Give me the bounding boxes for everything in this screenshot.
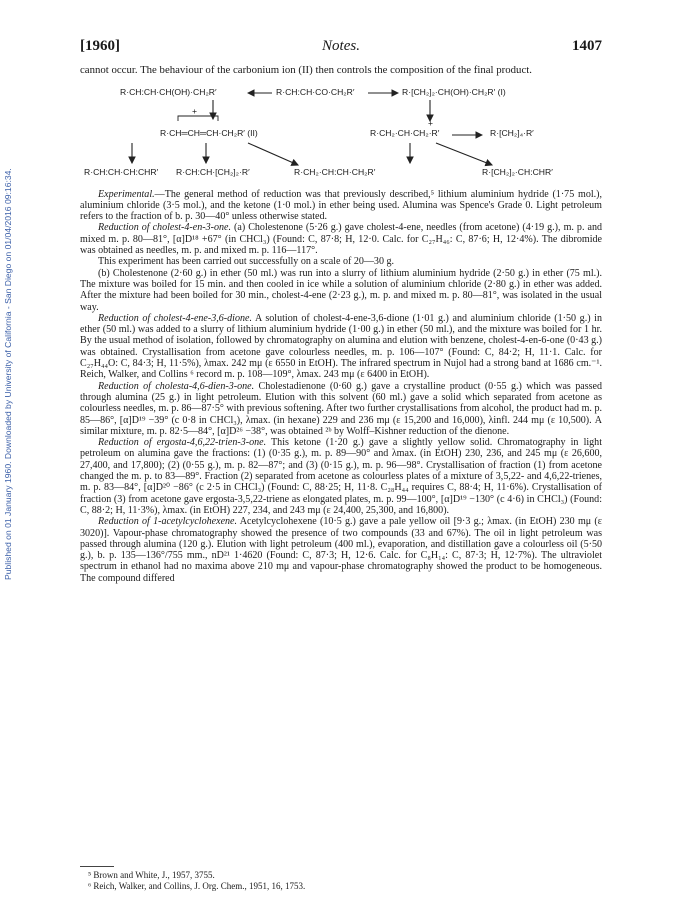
dienone-heading: Reduction of cholesta-4,6-dien-3-one. xyxy=(98,380,255,392)
scheme-allylic-alcohol: R·CH:CH·CH(OH)·CH₂R′ xyxy=(120,86,217,97)
acetylcyclohexene-heading: Reduction of 1-acetylcyclohexene. xyxy=(98,516,238,528)
dienone-text: Cholestadienone (0·60 g.) gave a crystalline product (0·55 g.) which was passed through alumina (25 g.) in light petroleum. Elution with this solvent (60 ml.) gave a solid which separated from acetone as colourless needles, m. p. 86—87·5° with previous softening. After two further crystallisations from alcohol, the product had m. p. 85—86°, [α]D¹⁹ −39° (c 0·8 in CHCl₃), λmax. (in hexane) 229 and 236 mμ (ε 15,200 and 16,000), λinfl. 244 mμ (ε 10,500). A similar mixture, m. p. 82·5—84°, [α]D²⁶ −38°, was obtained ²ᵇ by Wolff–Kishner reduction of the dienone. xyxy=(80,380,603,437)
header-year: [1960] xyxy=(80,38,120,54)
scheme-alkane: R·[CH₂]₄·R′ xyxy=(490,127,534,138)
download-notice-text[interactable]: Published on 01 January 1960. Downloaded by University of California - San Diego on 01/04/2016 09:16:34. xyxy=(3,168,13,580)
footnote-5: ⁵ Brown and White, J., 1957, 3755. xyxy=(88,870,215,880)
arrow-to-olefin-4 xyxy=(436,143,492,165)
experimental-section xyxy=(80,189,602,584)
delocalisation-bracket xyxy=(178,116,218,121)
cholestenone-paragraph xyxy=(80,222,602,256)
cholestenone-b-paragraph: (b) Cholestenone (2·60 g.) in ether (50 ml.) was run into a slurry of lithium aluminium hydride (2·50 g.) in ether (75 ml.). The mixture was boiled for 15 min. and then cooled in ice while a solution of aluminium chloride (2·80 g.) in ether was added. After the mixture had been boiled for 30 min., cholest-4-ene (2·23 g.), m. p. and mixed m. p. 80—81°, was isolated in the usual way. xyxy=(80,267,602,313)
reaction-scheme xyxy=(80,83,602,179)
experimental-heading: Experimental. xyxy=(98,188,155,200)
scheme-diene: R·CH:CH·CH:CHR′ xyxy=(84,166,159,177)
cholestenone-heading: Reduction of cholest-4-en-3-one. xyxy=(98,222,231,234)
experimental-paragraph xyxy=(80,189,602,223)
scheme-cation-II: R·CH═CH═CH·CH₂R′ (II) xyxy=(160,127,258,138)
ergosta-heading: Reduction of ergosta-4,6,22-trien-3-one. xyxy=(98,437,267,449)
ergosta-paragraph xyxy=(80,437,602,516)
journal-page xyxy=(80,38,602,584)
scheme-ketone: R·CH:CH·CO·CH₂R′ xyxy=(276,86,355,97)
footnote-rule xyxy=(80,866,114,867)
scheme-charge-secondary: + xyxy=(428,117,434,128)
dione-text: A solution of cholest-4-ene-3,6-dione (1·01 g.) and aluminium chloride (1·50 g.) in ether (50 ml.) was added to a slurry of lithium aluminium hydride (1·00 g.) in ether (50 ml.), and the mixture was boiled for 1 hr. By the usual method of isolation, followed by chromatography on alumina and elution with benzene, cholest-4-en-6-one (0·43 g.) was obtained. Crystallisation from acetone gave colourless needles, m. p. 106—107° (Found: C, 84·2; H, 11·1. Calc. for C₂₇H₄₄O: C, 84·3; H, 11·5%), λmax. 242 mμ (ε 6550 in EtOH). The infrared spectrum in Nujol had a strong band at 1686 cm.⁻¹. Reich, Walker, and Collins ⁶ record m. p. 108—109°, λmax. 243 mμ (ε 6400 in EtOH). xyxy=(80,312,602,381)
acetylcyclohexene-text: Acetylcyclohexene (10·5 g.) gave a pale yellow oil [9·3 g.; λmax. (in EtOH) 230 mμ (ε 3020)]. Vapour-phase chromatography showed the presence of two compounds (33 and 67%). The oil in light petroleum was passed through alumina (120 g.). Elution with light petroleum (400 ml.), evaporation, and distillation gave a colourless oil (5·50 g.), b. p. 135—136°/755 mm., nD²¹ 1·4620 (Found: C, 87·3; H, 12·6. Calc. for C₈H₁₄: C, 87·3; H, 12·7%). The ultraviolet spectrum in ethanol had no maxima above 210 mμ and vapour-phase chromatography showed the product to be homogeneous. The compound differed xyxy=(80,516,602,584)
scale-paragraph: This experiment has been carried out successfully on a scale of 20—30 g. xyxy=(98,256,395,268)
running-header xyxy=(80,38,602,64)
header-page-number: 1407 xyxy=(572,38,602,54)
dione-paragraph xyxy=(80,313,602,381)
footnote-6: ⁶ Reich, Walker, and Collins, J. Org. Chem., 1951, 16, 1753. xyxy=(88,880,306,891)
arrow-to-olefin-2 xyxy=(248,143,298,165)
experimental-text: —The general method of reduction was that previously described,⁵ lithium aluminium hydride (1·75 mol.), aluminium chloride (3·5 mol.), and the ketone (1·0 mol.) in ether being used. Alumina was Spence's Grade 0. Light petroleum refers to the fraction of b. p. 30—40° unless otherwise stated. xyxy=(80,188,602,223)
scheme-olefin-1: R·CH:CH·[CH₂]₂·R′ xyxy=(176,166,250,177)
dienone-paragraph xyxy=(80,381,602,437)
scheme-olefin-3: R·CH₂·CH:CH·CH₂R′ xyxy=(294,166,376,177)
ergosta-text: This ketone (1·20 g.) gave a slightly yellow solid. Chromatography in light petroleum on alumina gave the fractions: (1) (0·35 g.), m. p. 89—90° and λmax. (in EtOH) 230, 236, and 245 mμ (ε 26,600, 27,400, and 17,800); (2) (0·55 g.), m. p. 82—87°; and (3) (0·15 g.), m. p. 96—98°. Crystallisation of fraction (1) from acetone changed the m. p. to 83—89°. Fraction (2) separated from acetone as colourless plates of a mixture of 3,5,22- and 4,6,22-trienes, m. p. 83—84°, [α]D²⁰ −86° (c 2·5 in CHCl₃) (Found: C, 88·25; H, 11·8. C₂₈H₄₄ requires C, 88·4; H, 11·6%). Crystallisation of fraction (3) from acetone gave ergosta-3,5,22-triene as elongated plates, m. p. 99—100°, [α]D¹⁹ −130° (c 4·6) in CHCl₃) (Found: C, 88·2; H, 11·3%), λmax. (in EtOH) 227, 234, and 243 mμ (ε 24,400, 25,300, and 16,800). xyxy=(80,437,602,516)
dione-heading: Reduction of cholest-4-ene-3,6-dione. xyxy=(98,312,252,324)
intro-paragraph: cannot occur. The behaviour of the carbonium ion (II) then controls the composition of the final product. xyxy=(80,64,532,76)
scheme-saturated-alcohol: R·[CH₂]₂·CH(OH)·CH₂R′ (I) xyxy=(402,86,506,97)
cholestenone-text: (a) Cholestenone (5·26 g.) gave cholest-4-ene, needles (from acetone) (4·19 g.), m. p. and mixed m. p. 80—81°, [α]D¹⁸ +67° (in CHCl₃) (Found: C, 87·8; H, 12·0. Calc. for C₂₇H₄₆: C, 87·6; H, 12·4%). The dibromide was obtained as needles, m. p. and mixed m. p. 116—117°. xyxy=(80,222,602,257)
footnotes xyxy=(80,870,602,891)
scheme-secondary-cation: R·CH₂·CH·CH₂·R′ xyxy=(370,127,440,138)
download-notice xyxy=(3,120,17,580)
header-journal: Notes. xyxy=(322,38,360,54)
acetylcyclohexene-paragraph xyxy=(80,516,602,584)
scheme-olefin-4: R·[CH₂]₂·CH:CHR′ xyxy=(482,166,553,177)
scheme-charge-II: + xyxy=(192,105,198,116)
